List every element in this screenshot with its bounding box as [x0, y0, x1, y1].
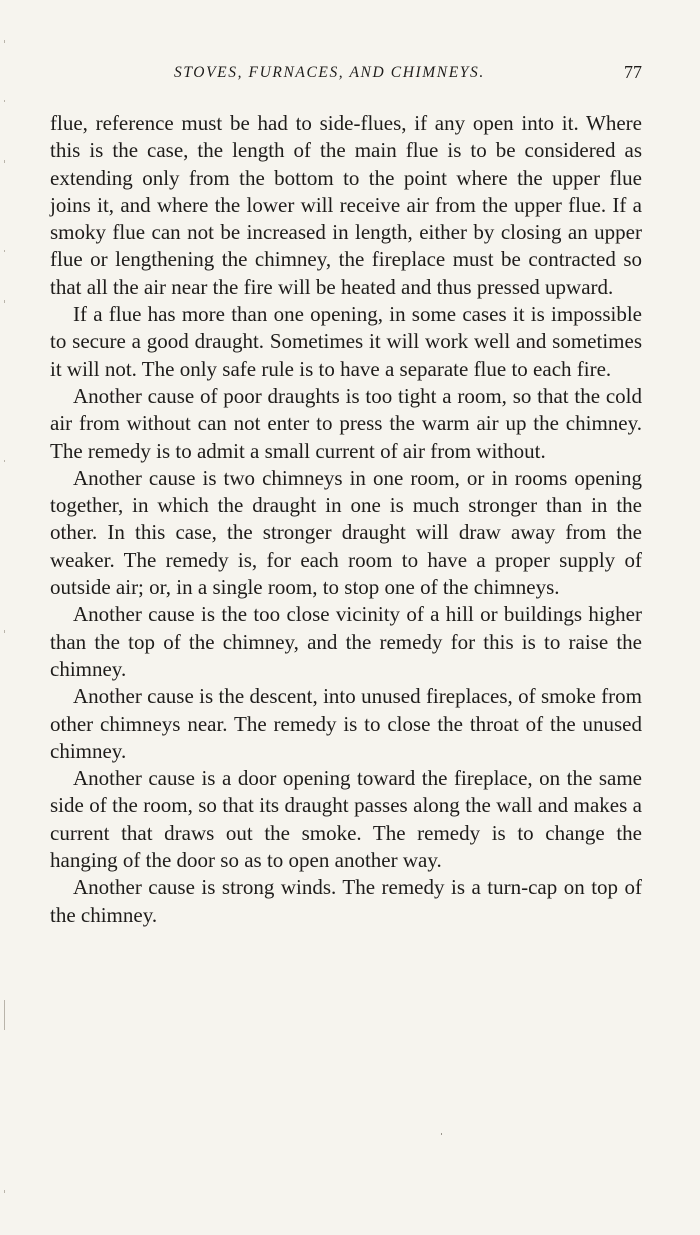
edge-dot — [4, 300, 5, 303]
paragraph: Another cause is the descent, into unused fireplaces, of smoke from other chimneys near. The remedy is to close the throat of the unused chimney. — [50, 684, 642, 763]
paragraph: If a flue has more than one opening, in some cases it is impossible to secure a good draught. Sometimes it will work well and sometimes it will not. The only safe rule is to have a separate flue to each fire. — [50, 302, 642, 381]
page-number: 77 — [624, 62, 642, 82]
paragraph: Another cause is the too close vicinity of a hill or buildings higher than the top of the chimney, and the remedy for this is to raise the chimney. — [50, 602, 642, 681]
paragraph: Another cause is strong winds. The remedy is a turn-cap on top of the chimney. — [50, 875, 642, 927]
paragraph: Another cause is two chimneys in one room, or in rooms opening together, in which the draught in one is much stronger than in the other. In this case, the stronger draught will draw away from the weaker. The remedy is, for each room to have a proper supply of outside air; or, in a single room, to stop one of the chimneys. — [50, 465, 642, 600]
edge-dot — [4, 40, 5, 43]
running-title: STOVES, FURNACES, AND CHIMNEYS. — [174, 64, 485, 81]
edge-dot — [4, 100, 5, 102]
edge-dot — [4, 1000, 5, 1030]
edge-dot — [4, 460, 5, 462]
paragraph: Another cause of poor draughts is too tight a room, so that the cold air from without can not enter to press the warm air up the chimney. The remedy is to admit a small current of air from without. — [50, 383, 642, 463]
running-head — [50, 62, 642, 88]
edge-dot — [4, 250, 5, 252]
paragraph: flue, reference must be had to side-flues, if any open into it. Where this is the case, the length of the main flue is to be considered as extending only from the bottom to the point where the upper flue joins it, and where the lower will receive air from the upper flue. If a smoky flue can not be increased in length, either by closing an upper flue or lengthening the chimney, the fireplace must be contracted so that all the air near the fire will be heated and thus pressed upward. — [50, 111, 642, 299]
body-text — [50, 110, 642, 929]
page-edge-marks — [4, 40, 10, 1200]
paragraph: Another cause is a door opening toward the fireplace, on the same side of the room, so that its draught passes along the wall and makes a current that draws out the smoke. The remedy is to change the hanging of the door so as to open another way. — [50, 766, 642, 873]
edge-dot — [4, 160, 5, 163]
edge-dot — [4, 630, 5, 633]
edge-dot — [4, 1190, 5, 1193]
stray-ink-mark — [441, 1133, 442, 1135]
